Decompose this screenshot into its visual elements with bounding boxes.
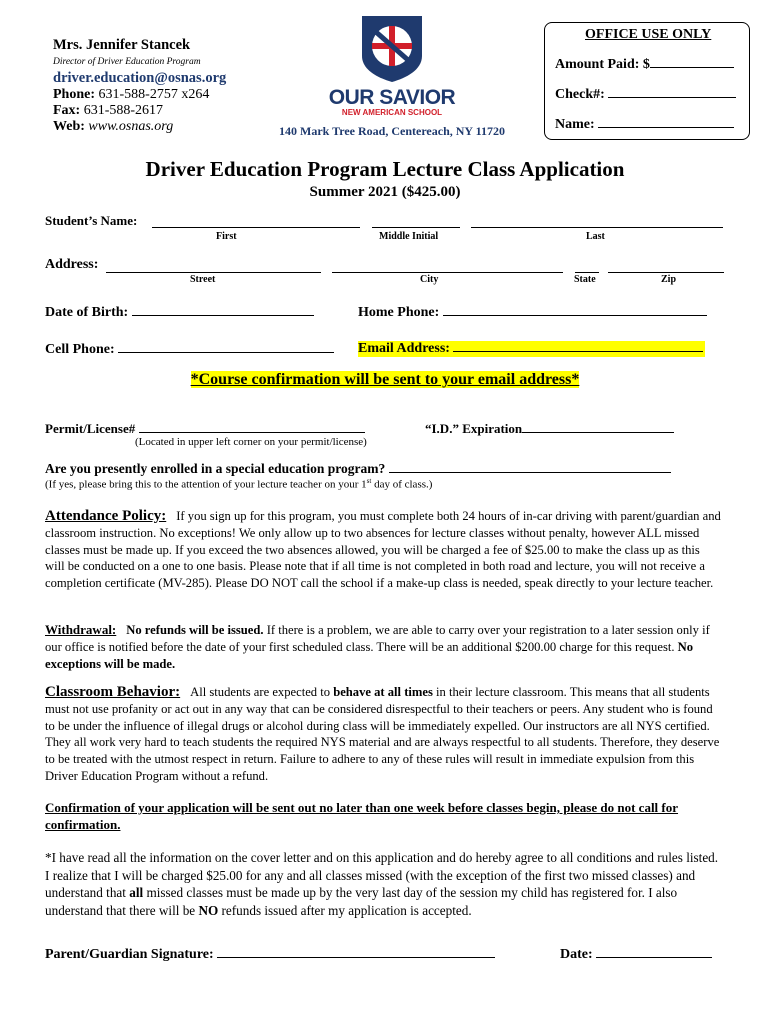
middle-initial-input[interactable] [372,226,460,228]
zip-caption: Zip [661,274,677,285]
contact-title: Director of Driver Education Program [53,57,201,67]
contact-block [53,37,253,135]
first-name-input[interactable] [152,226,360,228]
middle-caption: Middle Initial [379,231,439,242]
first-caption: First [216,231,237,242]
contact-name: Mrs. Jennifer Stancek [53,37,191,53]
withdrawal-heading: Withdrawal: [45,622,117,637]
street-caption: Street [190,274,216,285]
amount-paid-field[interactable]: Amount Paid: $ [555,57,734,73]
school-name: OUR SAVIOR [328,86,456,109]
signature-field[interactable]: Parent/Guardian Signature: [45,947,495,963]
permit-field[interactable]: Permit/License# [45,421,365,437]
student-name-label: Student’s Name: [45,213,138,228]
attendance-policy: Attendance Policy: If you sign up for this program, you must complete both 24 hours of in-car driving with parent/guardian and classroom instruction. No exceptions! We only allow up to two absences for lecture classes without penalty, however ALL missed classes must be made up. If you exceed the two absences allowed, you will be charged a fee of $25.00 to make the class up as this will be conducted on a one to one basis. Please note that if all time is not completed in both road and lecture, you will not receive a completion certificate (MV-285). Please DO NOT call the school if a make-up class is needed, speak directly to your lecture teacher. [45,508,721,591]
last-name-input[interactable] [471,226,723,228]
behavior-policy: Classroom Behavior: All students are expected to behave at all times in their lecture classroom. This means that all students must not use profanity or act out in any way that can be considered disrespectful to their teachers or peers. Any student who is found to be under the influence of illegal drugs or alcohol during class will be immediately expelled. Our instructors are all NYS certified. They all work very hard to teach students the required NYS material and are always respectful to all students. Therefore, they deserve to be treated with the utmost respect in return. Failure to adhere to any of these rules will result in immediate expulsion from this Driver Education Program without a refund. [45,684,720,783]
school-logo [253,12,531,139]
state-input[interactable] [575,271,599,273]
office-name-field[interactable]: Name: [555,117,734,133]
attendance-heading: Attendance Policy: [45,508,167,524]
city-caption: City [420,274,439,285]
contact-web: Web: www.osnas.org [53,119,174,134]
withdrawal-policy: Withdrawal: No refunds will be issued. If there is a problem, we are able to carry over your registration to a later session only if our office is notified before the date of your first scheduled class. There will be an additional $200.00 charge for this request. No exceptions will be made. [45,622,710,671]
check-number-field[interactable]: Check#: [555,87,736,103]
school-shield-icon [356,12,428,84]
last-caption: Last [586,231,605,242]
contact-email[interactable]: driver.education@osnas.org [53,70,227,86]
office-use-box [544,22,750,140]
cell-phone-field[interactable]: Cell Phone: [45,342,334,358]
school-subtitle: NEW AMERICAN SCHOOL [341,108,443,117]
special-ed-note: (If yes, please bring this to the attention of your lecture teacher on your 1st day of class.) [45,477,433,491]
special-ed-field[interactable]: Are you presently enrolled in a special education program? [45,461,671,477]
address-label: Address: [45,257,99,272]
dob-field[interactable]: Date of Birth: [45,305,314,321]
web-link[interactable]: www.osnas.org [88,119,174,134]
contact-phone: Phone: 631-588-2757 x264 [53,87,210,102]
date-field[interactable]: Date: [560,947,712,963]
form-subtitle: Summer 2021 ($425.00) [309,184,461,200]
behavior-heading: Classroom Behavior: [45,684,181,700]
agreement-statement: *I have read all the information on the cover letter and on this application and do hereby agree to all conditions and rules listed. I realize that I will be charged $25.00 for any and all classes missed (with the exception of the first two missed classes) and understand that all missed classes must be made up by the very last day of the session my child has registered for. I also understand that there will be NO refunds issued after my application is accepted. [45,850,719,918]
confirmation-statement: Confirmation of your application will be sent out no later than one week before classes begin, please do not call for confirmation. [45,800,679,832]
contact-fax: Fax: 631-588-2617 [53,103,164,118]
confirmation-note-wrap [0,371,770,389]
id-expiration-field[interactable]: “I.D.” Expiration [425,421,674,437]
confirmation-note: *Course confirmation will be sent to your email address* [190,371,580,388]
home-phone-field[interactable]: Home Phone: [358,305,707,321]
city-input[interactable] [332,271,563,273]
state-caption: State [574,274,596,285]
office-title: OFFICE USE ONLY [585,27,712,42]
email-field[interactable]: Email Address: [358,341,705,357]
school-address: 140 Mark Tree Road, Centereach, NY 11720 [279,124,505,138]
zip-input[interactable] [608,271,724,273]
form-title: Driver Education Program Lecture Class Application [145,157,625,181]
street-input[interactable] [106,271,321,273]
permit-note: (Located in upper left corner on your permit/license) [135,436,367,448]
